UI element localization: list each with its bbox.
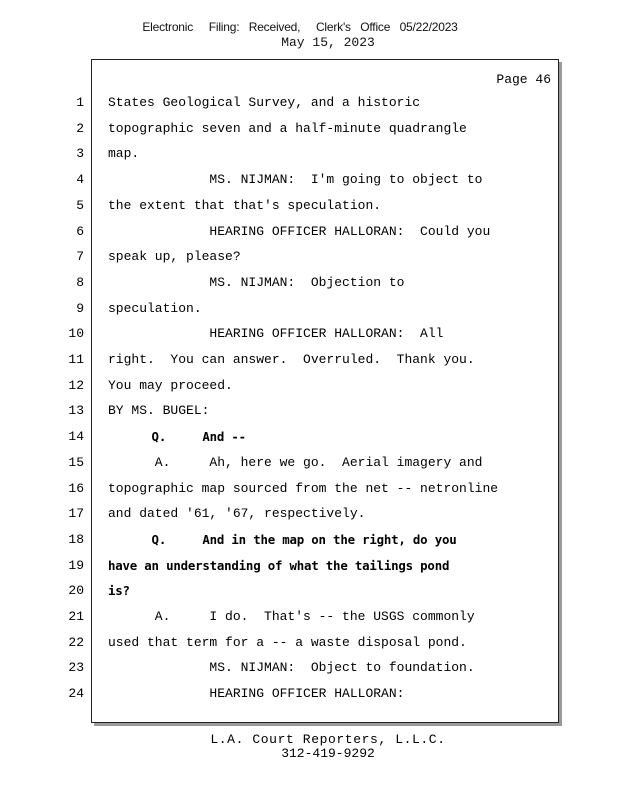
line-text: HEARING OFFICER HALLORAN: Could you — [108, 223, 491, 239]
reporter-company: L.A. Court Reporters, L.L.C. — [210, 732, 446, 747]
transcript-line — [0, 633, 618, 653]
filing-stamp: Electronic Filing: Received, Clerk's Office 05/22/2023 — [142, 20, 458, 34]
transcript-line — [0, 350, 618, 370]
line-text: MS. NIJMAN: Object to foundation. — [108, 660, 475, 676]
transcript-line — [0, 273, 618, 293]
line-text: HEARING OFFICER HALLORAN: All — [108, 326, 444, 342]
line-number: 8 — [76, 274, 84, 290]
transcript-line — [0, 247, 618, 267]
line-text: BY MS. BUGEL: — [108, 403, 210, 419]
transcript-line — [0, 299, 618, 319]
transcript-line — [0, 504, 618, 524]
transcript-line — [0, 658, 618, 678]
line-text: speculation. — [108, 300, 202, 316]
line-number: 9 — [76, 300, 84, 316]
line-text: A. I do. That's -- the USGS commonly — [108, 609, 475, 624]
line-number: 22 — [68, 634, 84, 650]
line-number: 4 — [76, 172, 84, 188]
transcript-line — [0, 607, 618, 627]
line-number: 10 — [68, 326, 84, 342]
line-text: A. Ah, here we go. Aerial imagery and — [108, 454, 483, 470]
line-text: topographic seven and a half-minute quadrangle — [108, 120, 467, 136]
line-number: 17 — [68, 506, 84, 522]
line-text: is? — [108, 583, 130, 599]
transcript-line — [0, 144, 618, 164]
transcript-date: May 15, 2023 — [281, 35, 375, 50]
line-text: have an understanding of what the tailings pond — [108, 557, 450, 573]
transcript-line — [0, 376, 618, 396]
transcript-line — [0, 119, 618, 139]
line-number: 12 — [68, 377, 84, 393]
line-number: 18 — [68, 531, 84, 547]
line-number: 3 — [76, 146, 84, 162]
transcript-line — [0, 530, 618, 550]
line-number: 5 — [76, 197, 84, 213]
line-number: 15 — [68, 454, 84, 470]
transcript-line — [0, 556, 618, 576]
line-number: 19 — [68, 557, 84, 573]
line-number: 16 — [68, 480, 84, 496]
line-text: Q. And -- — [108, 429, 246, 445]
transcript-line — [0, 324, 618, 344]
line-number: 7 — [76, 249, 84, 265]
page-number: Page 46 — [496, 72, 551, 87]
line-text: You may proceed. — [108, 377, 233, 393]
line-number: 6 — [76, 223, 84, 239]
line-text: and dated '61, '67, respectively. — [108, 506, 366, 522]
transcript-line — [0, 401, 618, 421]
line-text: Q. And in the map on the right, do you — [108, 531, 457, 547]
line-number: 21 — [68, 609, 84, 624]
transcript-line — [0, 222, 618, 242]
line-text: States Geological Survey, and a historic — [108, 95, 421, 110]
transcript-line — [0, 453, 618, 473]
transcript-line — [0, 93, 618, 113]
line-number: 1 — [76, 95, 84, 110]
line-number: 24 — [68, 686, 84, 702]
line-text: speak up, please? — [108, 249, 241, 265]
transcript-line — [0, 427, 618, 447]
line-number: 23 — [68, 660, 84, 676]
transcript-line — [0, 170, 618, 190]
transcript-line — [0, 684, 618, 704]
line-text: HEARING OFFICER HALLORAN: — [108, 686, 405, 702]
line-number: 20 — [68, 583, 84, 599]
reporter-phone: 312-419-9292 — [281, 746, 375, 761]
transcript-line — [0, 196, 618, 216]
line-number: 14 — [68, 429, 84, 445]
line-text: map. — [108, 146, 140, 162]
line-text: right. You can answer. Overruled. Thank you. — [108, 352, 475, 367]
line-text: topographic map sourced from the net -- netronline — [108, 480, 499, 496]
transcript-line — [0, 479, 618, 499]
line-text: the extent that that's speculation. — [108, 197, 382, 213]
line-number: 2 — [76, 120, 84, 136]
line-text: used that term for a -- a waste disposal pond. — [108, 634, 467, 650]
line-number: 13 — [68, 403, 84, 419]
transcript-line — [0, 581, 618, 601]
line-text: MS. NIJMAN: Objection to — [108, 274, 405, 290]
line-text: MS. NIJMAN: I'm going to object to — [108, 172, 483, 188]
line-number: 11 — [68, 352, 84, 367]
